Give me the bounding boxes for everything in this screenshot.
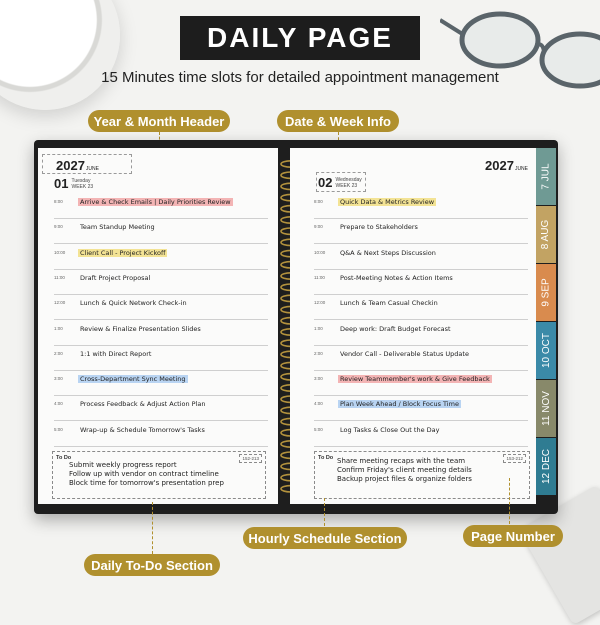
slot-time: 12:00 [54, 300, 66, 306]
schedule-slot [314, 422, 528, 447]
coffee-cup-icon [0, 0, 120, 110]
callout-schedule-section: Hourly Schedule Section [243, 527, 407, 549]
slot-task: Draft Project Proposal [80, 273, 151, 282]
date-week-info [318, 175, 362, 190]
schedule-slot [54, 422, 268, 447]
slot-time: 5:00 [314, 426, 323, 432]
slot-time: 3:00 [54, 376, 63, 382]
eyeglasses-icon [440, 0, 600, 110]
todo-label: To Do [318, 455, 334, 461]
slot-time: 4:00 [54, 401, 63, 407]
schedule-slot [314, 270, 528, 295]
month-tab[interactable] [536, 206, 556, 263]
year-header: 2027JUNE [485, 158, 528, 173]
month-tab-label: 11 NOV [540, 391, 552, 426]
week-number: WEEK 23 [335, 183, 358, 189]
schedule-slot [314, 396, 528, 421]
schedule-slot [54, 270, 268, 295]
slot-task: Review & Finalize Presentation Slides [80, 324, 201, 333]
month-tab[interactable] [536, 380, 556, 437]
slot-time: 11:00 [314, 274, 325, 280]
month-tabs [536, 148, 556, 504]
planner-book [34, 140, 558, 514]
slot-task: Deep work: Draft Budget Forecast [340, 324, 451, 333]
slot-task: 1:1 with Direct Report [80, 349, 152, 358]
week-number: WEEK 23 [71, 184, 94, 190]
slot-time: 1:00 [314, 325, 323, 331]
month-tab[interactable] [536, 148, 556, 205]
slot-task: Post-Meeting Notes & Action Items [340, 273, 453, 282]
connector-line [152, 502, 153, 554]
slot-task: Quick Data & Metrics Review [340, 198, 435, 206]
slot-task: Arrive & Check Emails | Daily Priorities Review [80, 198, 231, 206]
slot-task: Process Feedback & Adjust Action Plan [80, 400, 206, 409]
slot-task: Wrap-up & Schedule Tomorrow's Tasks [80, 425, 205, 434]
year-header: 2027JUNE [56, 158, 99, 173]
schedule-slot [314, 346, 528, 371]
page-number: 152-213 [239, 454, 262, 463]
slot-time: 4:00 [314, 401, 323, 407]
month-tab-label: 9 SEP [540, 278, 552, 307]
schedule-slot [54, 396, 268, 421]
slot-time: 2:00 [54, 350, 63, 356]
slot-time: 5:00 [54, 426, 63, 432]
slot-time: 9:00 [314, 224, 323, 230]
month-tab-label: 7 JUL [540, 163, 552, 190]
schedule-slot [314, 245, 528, 270]
schedule-slot [314, 194, 528, 219]
connector-line [324, 498, 325, 526]
slot-time: 2:00 [314, 350, 323, 356]
slot-time: 9:00 [54, 224, 63, 230]
slot-time: 12:00 [314, 300, 326, 306]
date-number: 02 [318, 175, 333, 190]
month-tab[interactable] [536, 264, 556, 321]
slot-task: Team Standup Meeting [80, 223, 155, 232]
slot-time: 10:00 [314, 249, 326, 255]
schedule-slot [54, 295, 268, 320]
callout-page-number: Page Number [463, 525, 563, 547]
month-tab-label: 10 OCT [540, 332, 552, 369]
schedule-slot [314, 219, 528, 244]
schedule-slot [314, 371, 528, 396]
slot-time: 1:00 [54, 325, 63, 331]
slot-task: Vendor Call - Deliverable Status Update [340, 349, 469, 358]
callout-todo-section: Daily To-Do Section [84, 554, 220, 576]
schedule-slot [54, 245, 268, 270]
todo-text: Submit weekly progress report Follow up with vendor on contract timeline Block time for tomorrow's presentation prep [69, 461, 224, 487]
schedule-slot [54, 194, 268, 219]
slot-task: Client Call - Project Kickoff [80, 248, 166, 257]
slot-task: Cross-Department Sync Meeting [80, 375, 186, 384]
slot-time: 8:00 [54, 199, 63, 204]
slot-task: Lunch & Quick Network Check-in [80, 299, 187, 308]
schedule-slot [54, 219, 268, 244]
left-page [38, 148, 278, 504]
schedule-slot [54, 346, 268, 371]
todo-section [314, 451, 530, 499]
schedule-slot [54, 371, 268, 396]
schedule-slot [54, 321, 268, 346]
slot-time: 3:00 [314, 376, 323, 382]
date-week-info [54, 176, 93, 191]
slot-time: 8:00 [314, 199, 323, 204]
todo-section [52, 451, 266, 499]
weekday: Wednesday [335, 177, 362, 183]
callout-year-month: Year & Month Header [88, 110, 230, 132]
page-number: 153-212 [503, 454, 526, 463]
page-title: DAILY PAGE [180, 16, 420, 60]
month-tab[interactable] [536, 438, 556, 495]
slot-task: Q&A & Next Steps Discussion [340, 248, 436, 257]
slot-task: Plan Week Ahead / Block Focus Time [340, 400, 459, 409]
slot-time: 10:00 [54, 249, 66, 255]
month-tab[interactable] [536, 322, 556, 379]
weekday: Tuesday [71, 178, 91, 184]
slot-task: Review Teammember's work & Give Feedback [340, 375, 490, 384]
schedule-slot [314, 321, 528, 346]
date-number: 01 [54, 176, 69, 191]
callout-date-week: Date & Week Info [277, 110, 399, 132]
month-tab-label: 12 DEC [540, 448, 552, 485]
slot-time: 11:00 [54, 274, 65, 280]
page-subtitle: 15 Minutes time slots for detailed appointment management [101, 69, 499, 86]
slot-task: Prepare to Stakeholders [340, 223, 418, 232]
right-page [290, 148, 536, 504]
month-tab-label: 8 AUG [540, 219, 552, 250]
todo-text: Share meeting recaps with the team Confirm Friday's client meeting details Backup project files & organize folders [337, 457, 472, 483]
connector-line [509, 478, 510, 524]
todo-label: To Do [56, 455, 72, 461]
schedule-slot [314, 295, 528, 320]
year-header-outline [42, 154, 132, 174]
slot-task: Lunch & Team Casual Checkin [340, 299, 438, 308]
slot-task: Log Tasks & Close Out the Day [340, 425, 440, 434]
